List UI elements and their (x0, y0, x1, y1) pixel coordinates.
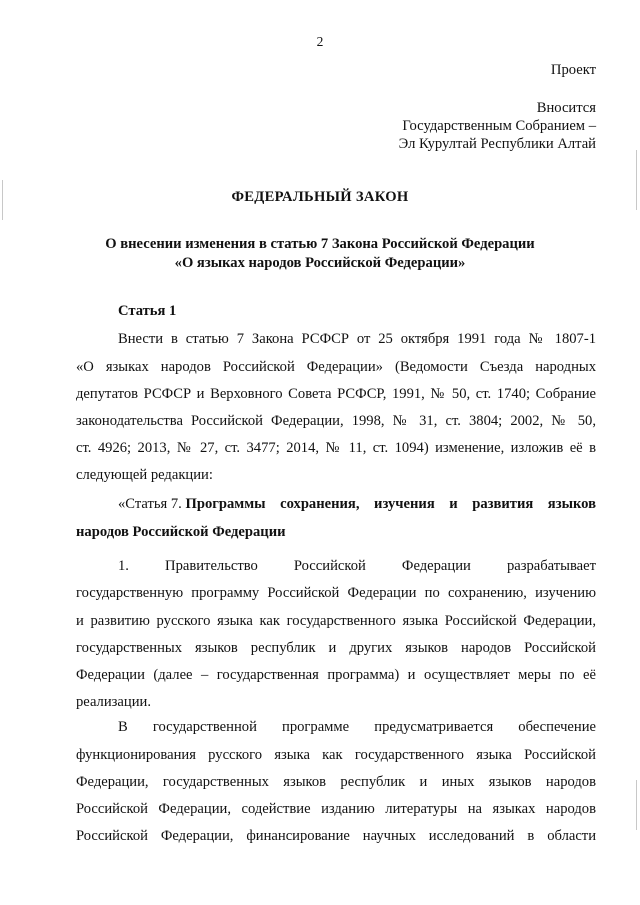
paragraph-2-line-3: Федерации, государственных языков республик и иных языков народов (76, 774, 596, 790)
paragraph-2-line-1: В государственной программе предусматривается обеспечение (118, 719, 596, 735)
quoted-article-prefix: «Статья 7. (118, 496, 186, 512)
submitted-by-line-3: Эл Курултай Республики Алтай (398, 136, 596, 152)
submitted-by-line-1: Вносится (536, 100, 596, 116)
clause-1-line-4: государственных языков республик и других языков народов Российской (76, 640, 596, 656)
article-heading: Статья 1 (118, 303, 177, 319)
paragraph-1-line-3: депутатов РСФСР и Верховного Совета РСФСР, 1991, № 50, ст. 1740; Собрание (76, 386, 596, 402)
paragraph-1-line-1: Внести в статью 7 Закона РСФСР от 25 октября 1991 года № 1807-1 (118, 331, 596, 347)
clause-1-line-3: и развитию русского языка как государственного языка Российской Федерации, (76, 613, 596, 629)
page-number: 2 (316, 34, 324, 49)
paragraph-2-line-4: Российской Федерации, содействие изданию литературы на языках народов (76, 801, 596, 817)
quoted-article-heading-line-1 (118, 496, 596, 513)
submitted-by-line-2: Государственным Собранием – (402, 118, 596, 134)
paragraph-2-line-2: функционирования русского языка как государственного языка Российской (76, 747, 596, 763)
paragraph-1-line-5: ст. 4926; 2013, № 27, ст. 3477; 2014, № 11, ст. 1094) изменение, изложив её в (76, 440, 596, 456)
quoted-article-title-line-2: народов Российской Федерации (76, 524, 286, 540)
clause-1-line-2: государственную программу Российской Федерации по сохранению, изучению (76, 585, 596, 601)
clause-1-line-1: 1. Правительство Российской Федерации разрабатывает (118, 558, 596, 574)
quoted-article-title-line-1: Программы сохранения, изучения и развития языков (185, 496, 596, 512)
clause-1-line-6: реализации. (76, 694, 151, 710)
draft-status: Проект (550, 62, 596, 78)
clause-1-line-5: Федерации (далее – государственная программа) и осуществляет меры по её (76, 667, 596, 683)
law-title-line-2: «О языках народов Российской Федерации» (174, 255, 466, 271)
paragraph-1-line-4: законодательства Российской Федерации, 1998, № 31, ст. 3804; 2002, № 50, (76, 413, 596, 429)
paragraph-1-line-6: следующей редакции: (76, 467, 213, 483)
law-title-line-1: О внесении изменения в статью 7 Закона Российской Федерации (105, 236, 535, 252)
law-type: ФЕДЕРАЛЬНЫЙ ЗАКОН (231, 189, 409, 205)
paragraph-2-line-5: Российской Федерации, финансирование научных исследований в области (76, 828, 596, 844)
scan-edge-mark-right-lower (636, 780, 637, 830)
paragraph-1-line-2: «О языках народов Российской Федерации» (Ведомости Съезда народных (76, 359, 596, 375)
